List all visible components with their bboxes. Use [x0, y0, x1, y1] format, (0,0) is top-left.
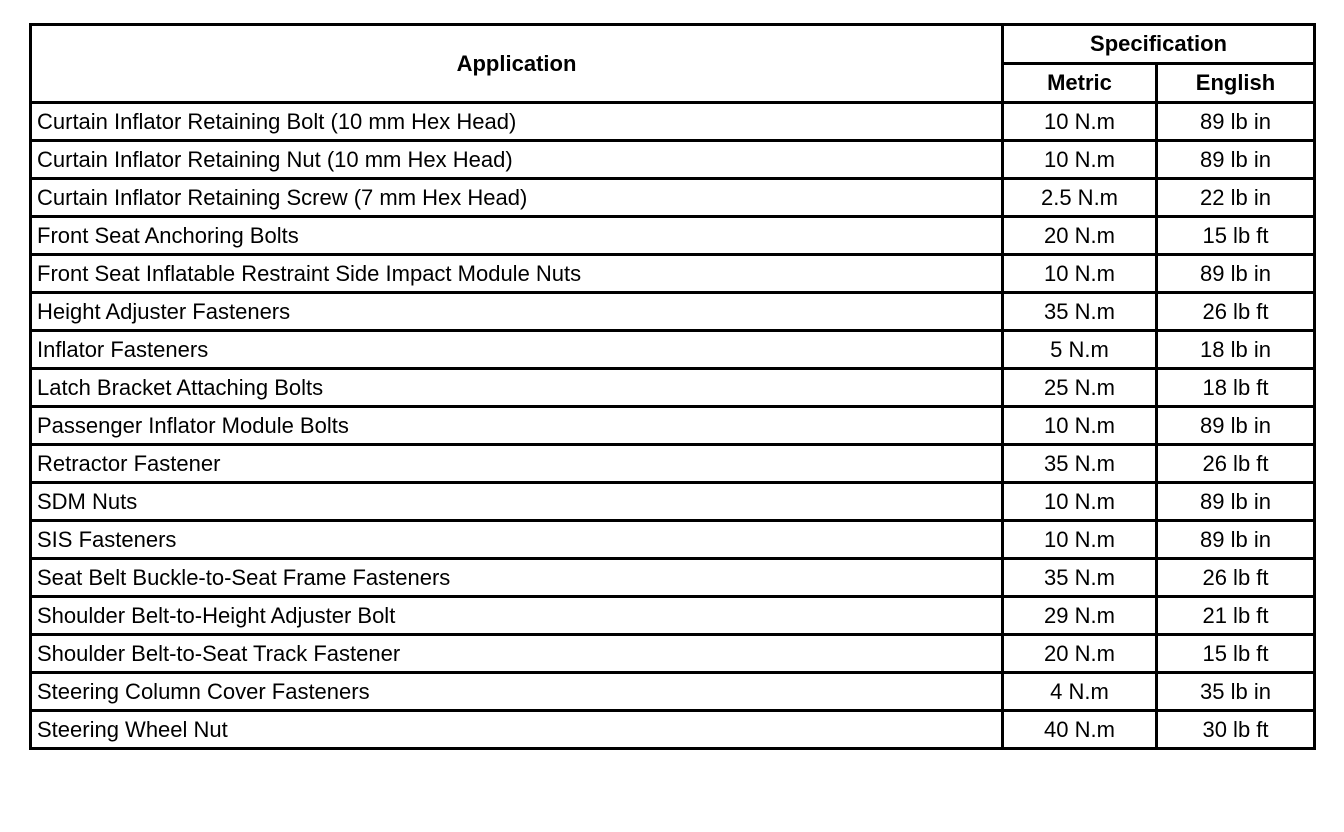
table-row	[31, 179, 1315, 217]
english-cell: 89 lb in	[1157, 483, 1315, 521]
english-cell: 18 lb ft	[1157, 369, 1315, 407]
application-cell: Inflator Fasteners	[31, 331, 1003, 369]
application-cell: Curtain Inflator Retaining Nut (10 mm Hex Head)	[31, 141, 1003, 179]
english-cell: 89 lb in	[1157, 255, 1315, 293]
english-header: English	[1157, 64, 1315, 103]
metric-cell: 29 N.m	[1003, 597, 1157, 635]
table-row	[31, 103, 1315, 141]
metric-cell: 35 N.m	[1003, 445, 1157, 483]
english-cell: 26 lb ft	[1157, 445, 1315, 483]
table-row	[31, 369, 1315, 407]
application-cell: Retractor Fastener	[31, 445, 1003, 483]
metric-cell: 40 N.m	[1003, 711, 1157, 749]
metric-cell: 20 N.m	[1003, 635, 1157, 673]
table-row	[31, 635, 1315, 673]
metric-cell: 10 N.m	[1003, 521, 1157, 559]
english-cell: 18 lb in	[1157, 331, 1315, 369]
table-row	[31, 483, 1315, 521]
table-row	[31, 407, 1315, 445]
application-cell: SDM Nuts	[31, 483, 1003, 521]
english-cell: 30 lb ft	[1157, 711, 1315, 749]
table-row	[31, 711, 1315, 749]
metric-cell: 35 N.m	[1003, 559, 1157, 597]
table-row	[31, 445, 1315, 483]
application-cell: Front Seat Anchoring Bolts	[31, 217, 1003, 255]
metric-cell: 10 N.m	[1003, 103, 1157, 141]
table-body	[31, 103, 1315, 749]
metric-cell: 4 N.m	[1003, 673, 1157, 711]
application-cell: Height Adjuster Fasteners	[31, 293, 1003, 331]
header-row-top	[31, 25, 1315, 64]
english-cell: 26 lb ft	[1157, 559, 1315, 597]
metric-cell: 2.5 N.m	[1003, 179, 1157, 217]
table-row	[31, 293, 1315, 331]
application-cell: Passenger Inflator Module Bolts	[31, 407, 1003, 445]
table-header	[31, 25, 1315, 103]
application-cell: Latch Bracket Attaching Bolts	[31, 369, 1003, 407]
english-cell: 15 lb ft	[1157, 635, 1315, 673]
application-cell: SIS Fasteners	[31, 521, 1003, 559]
english-cell: 35 lb in	[1157, 673, 1315, 711]
english-cell: 89 lb in	[1157, 103, 1315, 141]
english-cell: 26 lb ft	[1157, 293, 1315, 331]
english-cell: 21 lb ft	[1157, 597, 1315, 635]
application-cell: Steering Column Cover Fasteners	[31, 673, 1003, 711]
specification-header: Specification	[1003, 25, 1315, 64]
metric-cell: 5 N.m	[1003, 331, 1157, 369]
metric-cell: 35 N.m	[1003, 293, 1157, 331]
table-row	[31, 255, 1315, 293]
english-cell: 89 lb in	[1157, 521, 1315, 559]
metric-cell: 20 N.m	[1003, 217, 1157, 255]
application-cell: Front Seat Inflatable Restraint Side Impact Module Nuts	[31, 255, 1003, 293]
table-row	[31, 597, 1315, 635]
application-header: Application	[31, 25, 1003, 103]
english-cell: 15 lb ft	[1157, 217, 1315, 255]
table-row	[31, 217, 1315, 255]
metric-header: Metric	[1003, 64, 1157, 103]
fastener-spec-table	[29, 23, 1316, 750]
metric-cell: 10 N.m	[1003, 141, 1157, 179]
table-row	[31, 559, 1315, 597]
english-cell: 89 lb in	[1157, 407, 1315, 445]
application-cell: Curtain Inflator Retaining Screw (7 mm Hex Head)	[31, 179, 1003, 217]
table-row	[31, 521, 1315, 559]
application-cell: Seat Belt Buckle-to-Seat Frame Fasteners	[31, 559, 1003, 597]
metric-cell: 10 N.m	[1003, 407, 1157, 445]
table-row	[31, 141, 1315, 179]
table-row	[31, 331, 1315, 369]
application-cell: Curtain Inflator Retaining Bolt (10 mm Hex Head)	[31, 103, 1003, 141]
english-cell: 22 lb in	[1157, 179, 1315, 217]
metric-cell: 10 N.m	[1003, 483, 1157, 521]
metric-cell: 10 N.m	[1003, 255, 1157, 293]
english-cell: 89 lb in	[1157, 141, 1315, 179]
application-cell: Steering Wheel Nut	[31, 711, 1003, 749]
table-row	[31, 673, 1315, 711]
metric-cell: 25 N.m	[1003, 369, 1157, 407]
application-cell: Shoulder Belt-to-Seat Track Fastener	[31, 635, 1003, 673]
application-cell: Shoulder Belt-to-Height Adjuster Bolt	[31, 597, 1003, 635]
